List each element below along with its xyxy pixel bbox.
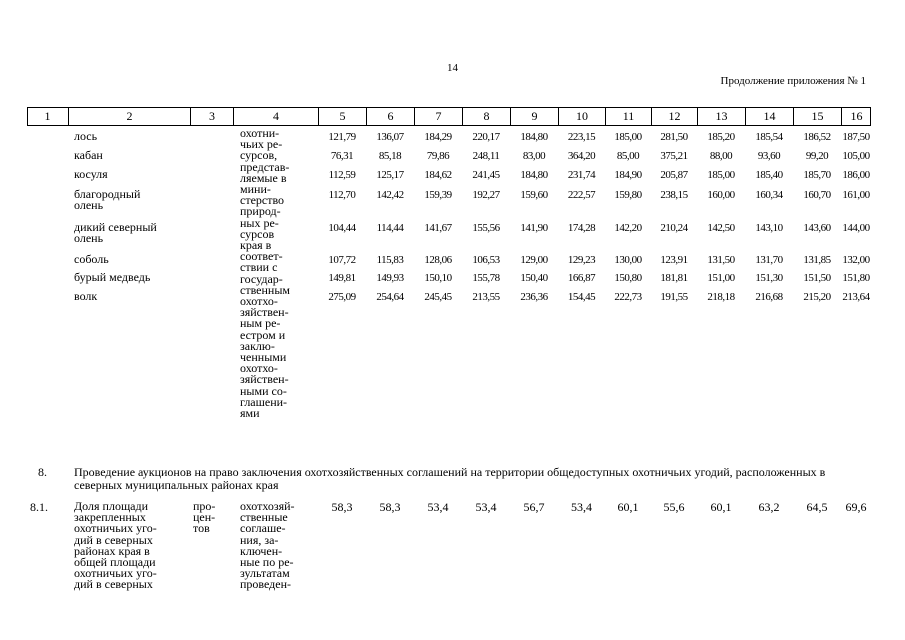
column-header-12: 12 bbox=[651, 108, 697, 125]
column-header-9: 9 bbox=[510, 108, 558, 125]
column-header-6: 6 bbox=[366, 108, 414, 125]
table-cell: 144,00 bbox=[842, 222, 870, 234]
table-cell: 248,11 bbox=[472, 150, 500, 162]
species-name: лось bbox=[74, 129, 98, 143]
table-cell: 112,70 bbox=[328, 189, 356, 201]
table-cell: 99,20 bbox=[805, 150, 829, 162]
source-column-text: охотни- чьих ре- сурсов, представ- ляемые в мини- стерство природ- ных ре- сурсов края в соответ- ствии с государ- ственным охотхо- зяйствен- ным ре- естром и заклю- ченными охотхо- зяйствен- ными со- глашени- ями bbox=[240, 126, 290, 421]
species-name: волк bbox=[74, 289, 98, 303]
table-cell: 218,18 bbox=[707, 291, 735, 303]
table-cell: 166,87 bbox=[567, 272, 596, 284]
table-cell: 143,10 bbox=[755, 222, 783, 234]
table-cell: 150,80 bbox=[614, 272, 642, 284]
table-cell: 375,21 bbox=[660, 150, 688, 162]
section-number: 8. bbox=[38, 465, 47, 479]
table-cell: 160,00 bbox=[707, 189, 735, 201]
table-cell: 238,15 bbox=[660, 189, 688, 201]
table-cell: 55,6 bbox=[663, 500, 685, 514]
table-cell: 53,4 bbox=[571, 500, 592, 514]
table-cell: 131,70 bbox=[755, 254, 783, 266]
table-cell: 213,55 bbox=[472, 291, 500, 303]
table-cell: 105,00 bbox=[842, 150, 870, 162]
table-cell: 364,20 bbox=[567, 150, 596, 162]
table-cell: 185,00 bbox=[614, 131, 642, 143]
species-name: благородный олень bbox=[74, 187, 141, 212]
table-cell: 58,3 bbox=[379, 500, 401, 514]
table-cell: 106,53 bbox=[472, 254, 500, 266]
table-cell: 142,20 bbox=[614, 222, 642, 234]
table-cell: 151,30 bbox=[755, 272, 783, 284]
table-cell: 131,85 bbox=[803, 254, 831, 266]
table-cell: 160,34 bbox=[755, 189, 783, 201]
table-cell: 121,79 bbox=[328, 131, 356, 143]
table-cell: 58,3 bbox=[331, 500, 353, 514]
table-cell: 159,60 bbox=[520, 189, 548, 201]
table-cell: 131,50 bbox=[707, 254, 735, 266]
table-cell: 231,74 bbox=[567, 169, 596, 181]
table-cell: 220,17 bbox=[472, 131, 500, 143]
table-cell: 210,24 bbox=[660, 222, 688, 234]
table-cell: 254,64 bbox=[376, 291, 404, 303]
table-cell: 150,40 bbox=[520, 272, 548, 284]
table-cell: 63,2 bbox=[758, 500, 780, 514]
table-cell: 85,18 bbox=[378, 150, 402, 162]
indicator-name: Доля площади закрепленных охотничьих уго- дий в северных районах края в общей площади охотничьих уго- дий в северных bbox=[74, 499, 157, 592]
table-cell: 187,50 bbox=[842, 131, 870, 143]
table-cell: 185,40 bbox=[755, 169, 783, 181]
table-cell: 184,62 bbox=[424, 169, 452, 181]
column-header-5: 5 bbox=[318, 108, 366, 125]
table-cell: 184,29 bbox=[424, 131, 452, 143]
column-header-11: 11 bbox=[605, 108, 651, 125]
table-cell: 241,45 bbox=[472, 169, 500, 181]
table-cell: 155,56 bbox=[472, 222, 500, 234]
page-number: 14 bbox=[447, 62, 458, 74]
table-cell: 222,57 bbox=[567, 189, 596, 201]
table-cell: 174,28 bbox=[567, 222, 596, 234]
table-cell: 205,87 bbox=[660, 169, 688, 181]
table-cell: 181,81 bbox=[660, 272, 688, 284]
table-cell: 60,1 bbox=[710, 500, 732, 514]
table-cell: 185,54 bbox=[755, 131, 783, 143]
table-cell: 150,10 bbox=[424, 272, 452, 284]
table-cell: 114,44 bbox=[376, 222, 404, 234]
continuation-note: Продолжение приложения № 1 bbox=[720, 75, 866, 87]
table-cell: 85,00 bbox=[616, 150, 640, 162]
table-cell: 151,80 bbox=[842, 272, 870, 284]
table-cell: 93,60 bbox=[757, 150, 781, 162]
table-cell: 141,90 bbox=[520, 222, 548, 234]
table-cell: 184,80 bbox=[520, 131, 548, 143]
column-header-10: 10 bbox=[558, 108, 605, 125]
table-cell: 141,67 bbox=[424, 222, 452, 234]
species-name: косуля bbox=[74, 167, 108, 181]
table-cell: 76,31 bbox=[330, 150, 354, 162]
table-cell: 191,55 bbox=[660, 291, 688, 303]
table-cell: 161,00 bbox=[842, 189, 870, 201]
table-cell: 159,80 bbox=[614, 189, 642, 201]
table-cell: 79,86 bbox=[426, 150, 450, 162]
table-cell: 88,00 bbox=[709, 150, 733, 162]
table-cell: 136,07 bbox=[376, 131, 404, 143]
table-cell: 281,50 bbox=[660, 131, 688, 143]
table-cell: 186,52 bbox=[803, 131, 831, 143]
table-cell: 115,83 bbox=[376, 254, 404, 266]
table-cell: 104,44 bbox=[328, 222, 356, 234]
table-cell: 184,90 bbox=[614, 169, 642, 181]
table-cell: 149,93 bbox=[376, 272, 404, 284]
column-header-2: 2 bbox=[68, 108, 190, 125]
table-cell: 213,64 bbox=[842, 291, 870, 303]
column-header-3: 3 bbox=[190, 108, 233, 125]
table-cell: 155,78 bbox=[472, 272, 500, 284]
table-cell: 216,68 bbox=[755, 291, 783, 303]
table-cell: 185,20 bbox=[707, 131, 735, 143]
table-cell: 185,70 bbox=[803, 169, 831, 181]
table-cell: 151,50 bbox=[803, 272, 831, 284]
species-name: бурый медведь bbox=[74, 270, 151, 284]
column-header-4: 4 bbox=[233, 108, 318, 125]
table-cell: 143,60 bbox=[803, 222, 831, 234]
species-name: кабан bbox=[74, 148, 103, 162]
table-cell: 160,70 bbox=[803, 189, 831, 201]
table-cell: 132,00 bbox=[842, 254, 870, 266]
species-name: соболь bbox=[74, 252, 109, 266]
column-header-16: 16 bbox=[841, 108, 871, 125]
table-cell: 53,4 bbox=[427, 500, 449, 514]
column-header-8: 8 bbox=[462, 108, 510, 125]
table-cell: 128,06 bbox=[424, 254, 452, 266]
table-cell: 125,17 bbox=[376, 169, 404, 181]
table-cell: 129,00 bbox=[520, 254, 548, 266]
table-cell: 186,00 bbox=[842, 169, 870, 181]
unit-cell: про- цен- тов bbox=[193, 499, 216, 536]
table-cell: 154,45 bbox=[567, 291, 596, 303]
source-cell: охотхозяй- ственные соглаше- ния, за- ключен- ные по ре- зультатам проведен- bbox=[240, 499, 295, 592]
column-header-1: 1 bbox=[44, 109, 51, 123]
table-cell: 192,27 bbox=[472, 189, 500, 201]
table-cell: 83,00 bbox=[522, 150, 546, 162]
table-cell: 236,36 bbox=[520, 291, 548, 303]
table-cell: 112,59 bbox=[328, 169, 356, 181]
column-header-14: 14 bbox=[745, 108, 793, 125]
table-cell: 64,5 bbox=[806, 500, 828, 514]
table-cell: 123,91 bbox=[660, 254, 688, 266]
table-cell: 69,6 bbox=[845, 500, 867, 514]
table-cell: 159,39 bbox=[424, 189, 452, 201]
table-cell: 151,00 bbox=[707, 272, 735, 284]
table-cell: 184,80 bbox=[520, 169, 548, 181]
table-cell: 215,20 bbox=[803, 291, 831, 303]
table-cell: 223,15 bbox=[567, 131, 596, 143]
section-title: Проведение аукционов на право заключения охотхозяйственных соглашений на территории общедоступных охотничьих угодий, расположенных в северных муниципальных районах края bbox=[74, 465, 826, 492]
table-cell: 56,7 bbox=[523, 500, 545, 514]
table-cell: 129,23 bbox=[567, 254, 596, 266]
table-cell: 245,45 bbox=[424, 291, 452, 303]
table-cell: 130,00 bbox=[614, 254, 642, 266]
table-cell: 53,4 bbox=[475, 500, 497, 514]
table-cell: 275,09 bbox=[328, 291, 356, 303]
column-header-7: 7 bbox=[414, 108, 462, 125]
table-cell: 142,50 bbox=[707, 222, 735, 234]
species-name: дикий северный олень bbox=[74, 220, 157, 245]
table-cell: 185,00 bbox=[707, 169, 735, 181]
table-cell: 142,42 bbox=[376, 189, 404, 201]
table-cell: 222,73 bbox=[614, 291, 642, 303]
row-number: 8.1. bbox=[30, 500, 48, 514]
column-header-15: 15 bbox=[793, 108, 841, 125]
table-cell: 60,1 bbox=[617, 500, 639, 514]
table-header bbox=[27, 107, 871, 126]
table-cell: 149,81 bbox=[328, 272, 356, 284]
column-header-13: 13 bbox=[697, 108, 745, 125]
table-cell: 107,72 bbox=[328, 254, 356, 266]
